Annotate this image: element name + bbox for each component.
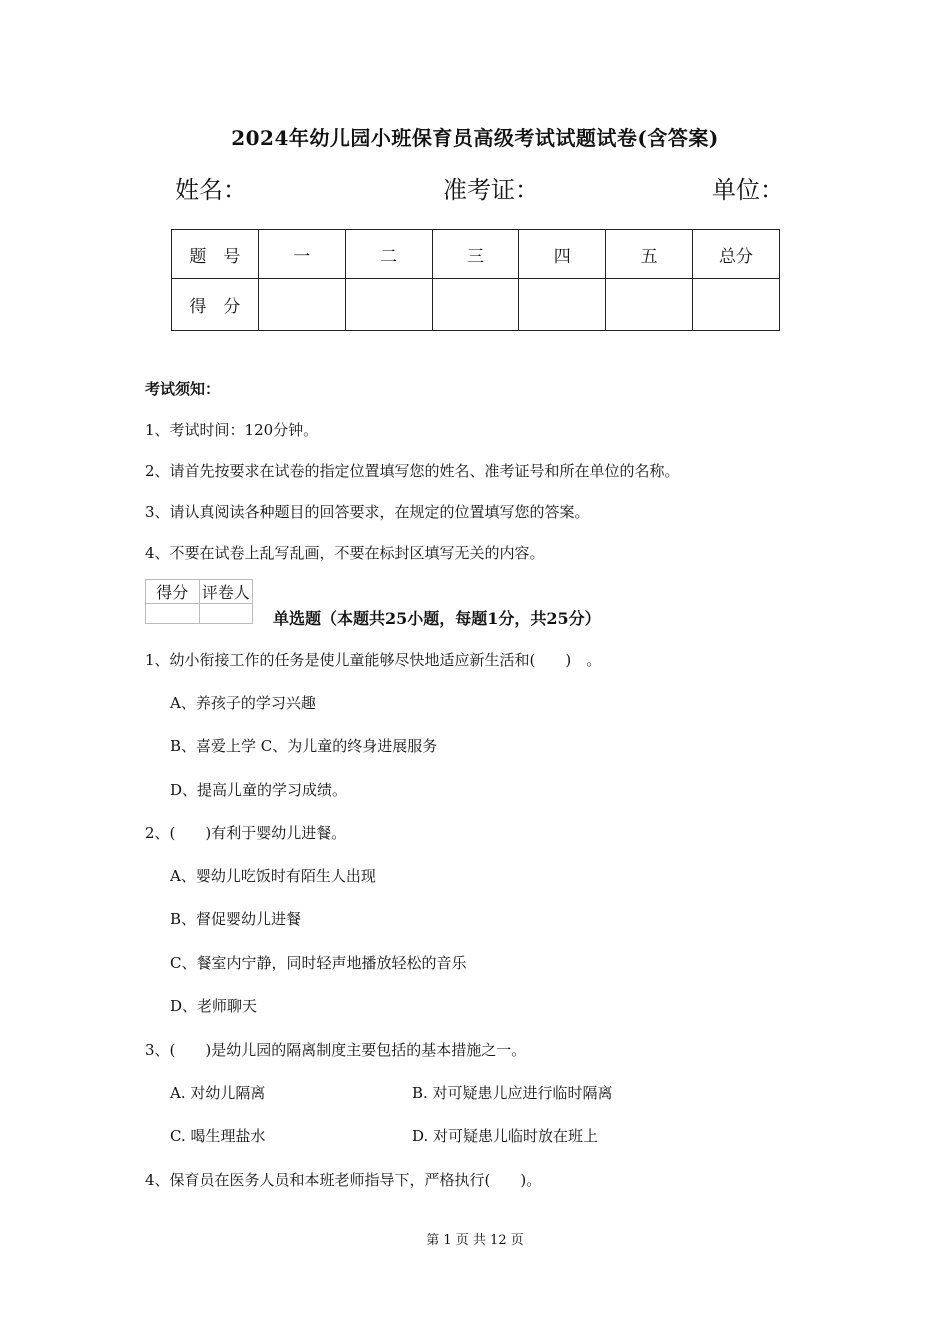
question-option[interactable]: D、老师聊天 — [170, 997, 258, 1015]
score-header-cell: 总分 — [693, 230, 780, 279]
grader-name-cell[interactable] — [199, 604, 253, 624]
notice-item: 1、考试时间：120分钟。 — [145, 421, 319, 439]
notice-heading: 考试须知： — [145, 380, 221, 398]
question-option[interactable]: A、婴幼儿吃饭时有陌生人出现 — [170, 867, 376, 885]
exam-title: 2024年幼儿园小班保育员高级考试试题试卷(含答案) — [231, 126, 719, 150]
notice-item: 3、请认真阅读各种题目的回答要求，在规定的位置填写您的答案。 — [145, 503, 590, 521]
score-header-cell: 二 — [345, 230, 432, 279]
question-stem: 1、幼小衔接工作的任务是使儿童能够尽快地适应新生活和( ) 。 — [145, 651, 602, 669]
question-stem: 3、( )是幼儿园的隔离制度主要包括的基本措施之一。 — [145, 1041, 527, 1059]
score-header-cell: 一 — [258, 230, 345, 279]
notice-item: 4、不要在试卷上乱写乱画，不要在标封区填写无关的内容。 — [145, 544, 545, 562]
grader-score-cell[interactable] — [146, 604, 200, 624]
question-option[interactable]: C、餐室内宁静，同时轻声地播放轻松的音乐 — [170, 954, 467, 972]
question-option[interactable]: B、喜爱上学 C、为儿童的终身进展服务 — [170, 737, 438, 755]
score-header-cell: 题 号 — [172, 230, 259, 279]
score-cell[interactable] — [258, 279, 345, 331]
question-stem: 2、( )有利于婴幼儿进餐。 — [145, 824, 347, 842]
page-footer: 第 1 页 共 12 页 — [426, 1233, 524, 1248]
question-option[interactable]: A、养孩子的学习兴趣 — [170, 694, 316, 712]
question-option[interactable]: B、督促婴幼儿进餐 — [170, 910, 302, 928]
score-header-cell: 三 — [432, 230, 519, 279]
score-header-cell: 四 — [519, 230, 606, 279]
score-table — [171, 229, 780, 331]
score-cell[interactable] — [693, 279, 780, 331]
grader-score-label: 得分 — [146, 580, 200, 604]
question-option[interactable]: D. 对可疑患儿临时放在班上 — [412, 1127, 599, 1145]
grader-name-label: 评卷人 — [199, 580, 253, 604]
score-row-label: 得 分 — [172, 279, 259, 331]
question-option[interactable]: D、提高儿童的学习成绩。 — [170, 781, 348, 799]
name-label: 姓名： — [175, 176, 247, 204]
score-cell[interactable] — [519, 279, 606, 331]
score-cell[interactable] — [432, 279, 519, 331]
score-cell[interactable] — [606, 279, 693, 331]
question-option[interactable]: B. 对可疑患儿应进行临时隔离 — [412, 1084, 613, 1102]
section-heading: 单选题（本题共25小题，每题1分，共25分） — [273, 609, 601, 628]
question-stem: 4、保育员在医务人员和本班老师指导下，严格执行( )。 — [145, 1171, 542, 1189]
question-option[interactable]: C. 喝生理盐水 — [170, 1127, 266, 1145]
score-header-cell: 五 — [606, 230, 693, 279]
notice-item: 2、请首先按要求在试卷的指定位置填写您的姓名、准考证号和所在单位的名称。 — [145, 462, 680, 480]
exam-id-label: 准考证： — [443, 176, 539, 204]
score-cell[interactable] — [345, 279, 432, 331]
question-option[interactable]: A. 对幼儿隔离 — [170, 1084, 266, 1102]
grader-box — [145, 579, 253, 624]
unit-label: 单位： — [712, 176, 784, 204]
